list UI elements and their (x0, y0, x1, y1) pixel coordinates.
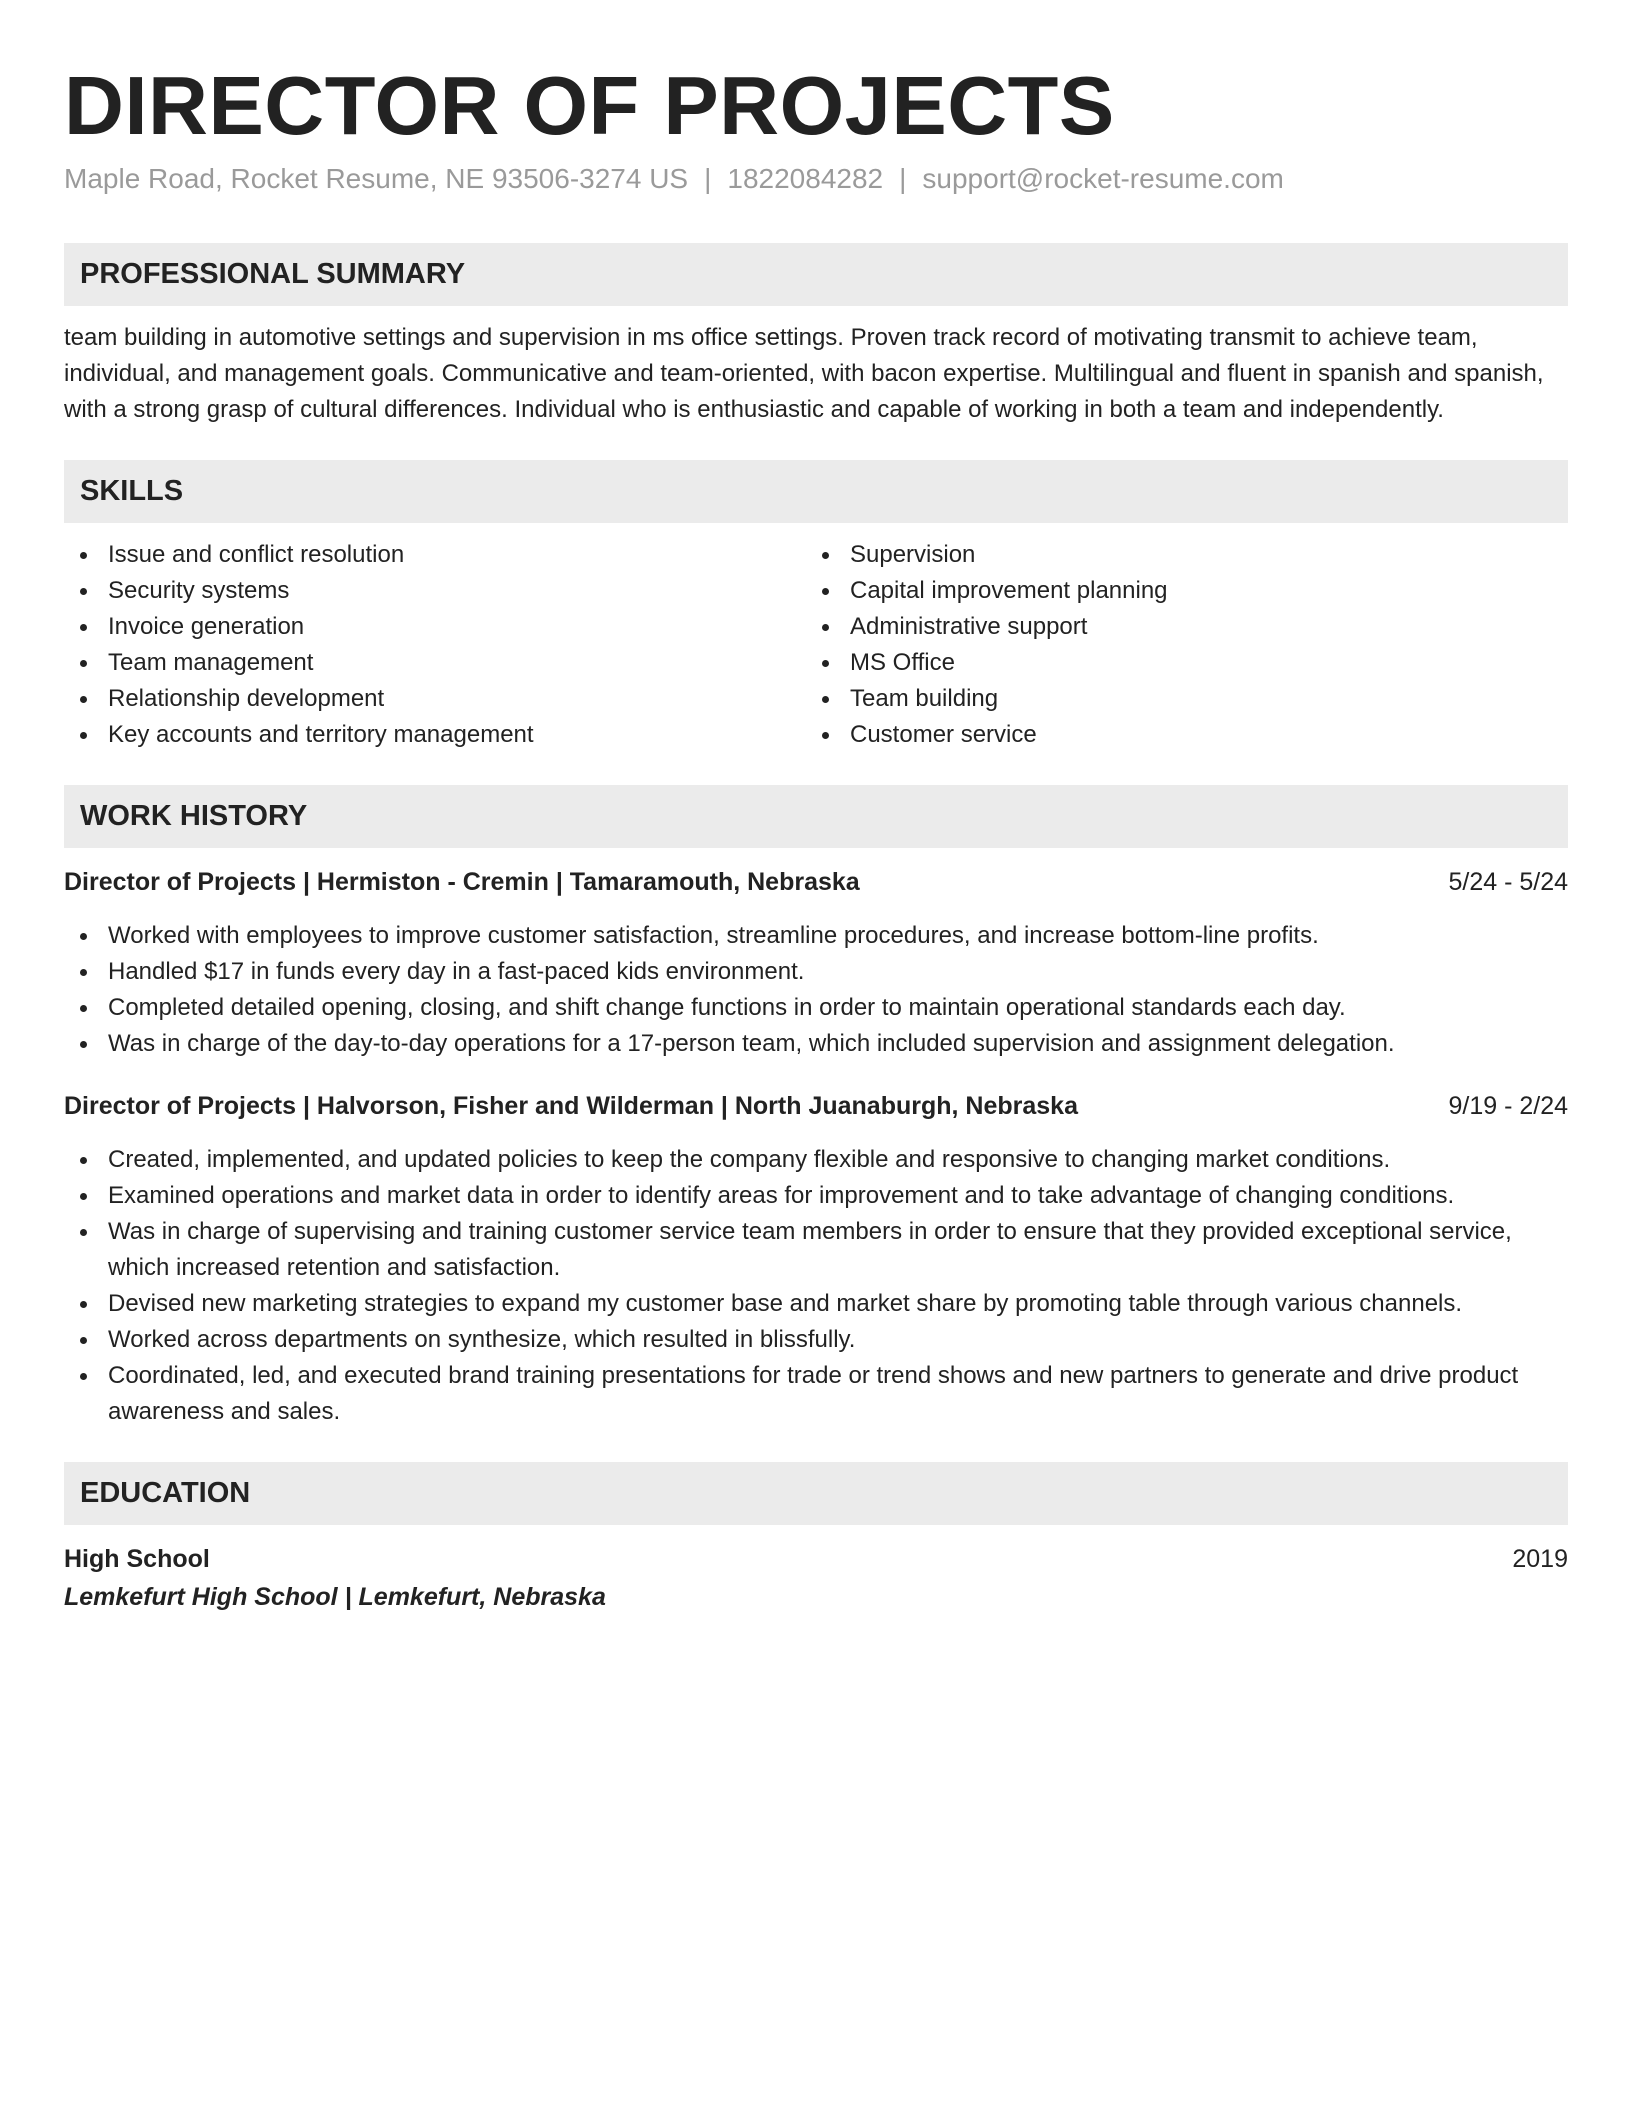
job-header (64, 1088, 1568, 1124)
job-bullet: Was in charge of the day-to-day operations for a 17-person team, which included supervision and assignment delegation. (64, 1026, 1568, 1062)
education-degree: High School (64, 1545, 210, 1574)
skill-item: Key accounts and territory management (64, 717, 806, 753)
skill-item: Invoice generation (64, 609, 806, 645)
education-heading: EDUCATION (64, 1462, 1568, 1525)
job-bullets (64, 918, 1568, 1062)
job-bullet: Handled $17 in funds every day in a fast-paced kids environment. (64, 954, 1568, 990)
skill-item: Supervision (806, 537, 1548, 573)
skill-item: Customer service (806, 717, 1548, 753)
job-dates: 9/19 - 2/24 (1448, 1092, 1568, 1121)
education-school: Lemkefurt High School | Lemkefurt, Nebraska (64, 1583, 606, 1612)
contact-separator: | (704, 163, 712, 195)
work-history-heading: WORK HISTORY (64, 785, 1568, 848)
job-bullet: Completed detailed opening, closing, and shift change functions in order to maintain operational standards each day. (64, 990, 1568, 1026)
education-header (64, 1541, 1568, 1577)
contact-address: Maple Road, Rocket Resume, NE 93506-3274 US (64, 163, 689, 195)
contact-phone: 1822084282 (727, 163, 884, 195)
skill-item: Team management (64, 645, 806, 681)
skills-column-left (64, 537, 806, 753)
education-year: 2019 (1512, 1545, 1568, 1574)
job-header (64, 864, 1568, 900)
skill-item: Administrative support (806, 609, 1548, 645)
skills-list (64, 537, 1568, 753)
skill-item: Relationship development (64, 681, 806, 717)
contact-separator: | (899, 163, 907, 195)
skill-item: Team building (806, 681, 1548, 717)
job-bullets (64, 1142, 1568, 1430)
skills-column-right (806, 537, 1548, 753)
skills-heading: SKILLS (64, 460, 1568, 523)
job-title: Director of Projects | Halvorson, Fisher and Wilderman | North Juanaburgh, Nebraska (64, 1092, 1078, 1121)
job-bullet: Devised new marketing strategies to expand my customer base and market share by promoting table through various channels. (64, 1286, 1568, 1322)
contact-email: support@rocket-resume.com (922, 163, 1284, 195)
skill-item: MS Office (806, 645, 1548, 681)
job-title: Director of Projects | Hermiston - Cremin | Tamaramouth, Nebraska (64, 868, 860, 897)
resume-name: DIRECTOR OF PROJECTS (64, 59, 1115, 152)
skill-item: Capital improvement planning (806, 573, 1548, 609)
job-dates: 5/24 - 5/24 (1448, 868, 1568, 897)
job-bullet: Worked with employees to improve customer satisfaction, streamline procedures, and increase bottom-line profits. (64, 918, 1568, 954)
job-bullet: Coordinated, led, and executed brand training presentations for trade or trend shows and new partners to generate and drive product awareness and sales. (64, 1358, 1568, 1430)
job-bullet: Created, implemented, and updated policies to keep the company flexible and responsive to changing market conditions. (64, 1142, 1568, 1178)
skill-item: Issue and conflict resolution (64, 537, 806, 573)
job-bullet: Was in charge of supervising and training customer service team members in order to ensure that they provided exceptional service, which increased retention and satisfaction. (64, 1214, 1568, 1286)
skill-item: Security systems (64, 573, 806, 609)
summary-heading: PROFESSIONAL SUMMARY (64, 243, 1568, 306)
job-bullet: Examined operations and market data in order to identify areas for improvement and to take advantage of changing conditions. (64, 1178, 1568, 1214)
summary-text: team building in automotive settings and supervision in ms office settings. Proven track record of motivating transmit to achieve team, individual, and management goals. Communicative and team-oriented, with bacon expertise. Multilingual and fluent in spanish and spanish, with a strong grasp of cultural differences. Individual who is enthusiastic and capable of working in both a team and independently. (64, 324, 1544, 424)
job-bullet: Worked across departments on synthesize, which resulted in blissfully. (64, 1322, 1568, 1358)
contact-line (64, 163, 1568, 195)
